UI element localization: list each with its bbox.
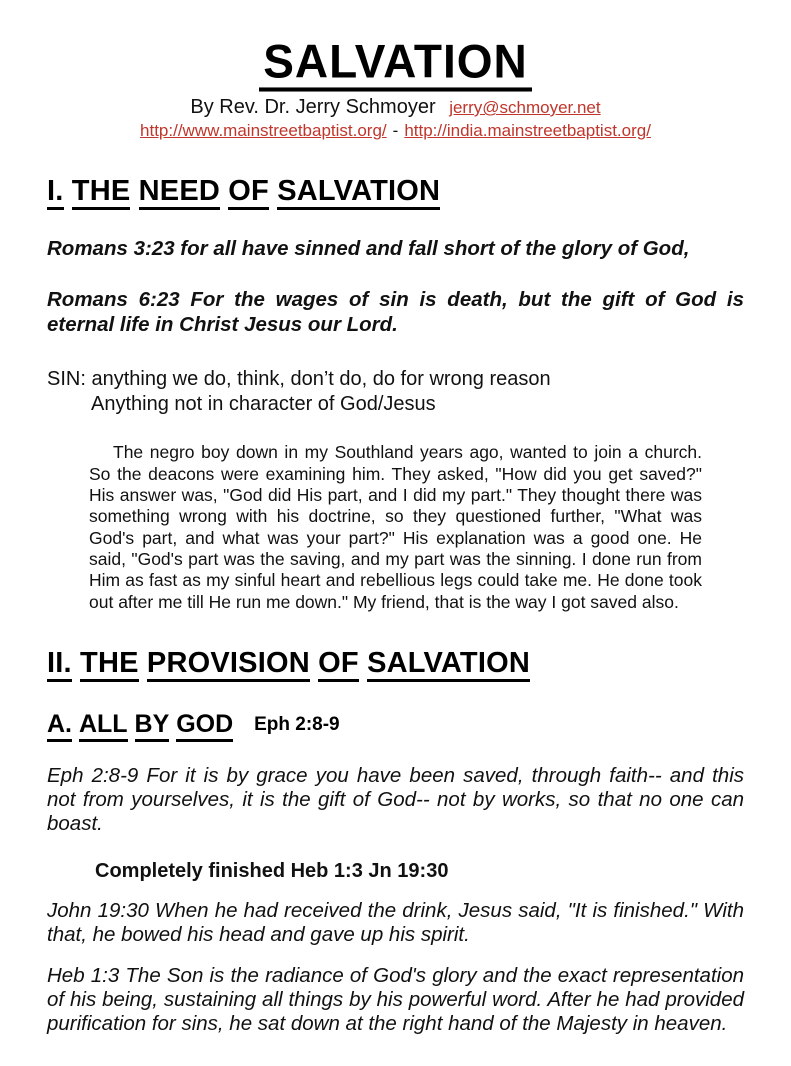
section-heading-provision-of-salvation bbox=[47, 647, 744, 682]
heading-word: I. bbox=[47, 176, 64, 210]
subsection-heading-all-by-god bbox=[47, 710, 744, 741]
verse-eph-2-8-9: Eph 2:8-9 For it is by grace you have been saved, through faith-- and this not from yourselves, it is the gift of God-- not by works, so that no one can boast. bbox=[47, 763, 744, 836]
scripture-ref-eph: Eph 2:8-9 bbox=[254, 714, 340, 736]
website-link-india[interactable]: http://india.mainstreetbaptist.org/ bbox=[404, 121, 651, 140]
document-title: SALVATION bbox=[259, 37, 532, 91]
verse-john-19-30: John 19:30 When he had received the drink, Jesus said, "It is finished." With that, he bowed his head and gave up his spirit. bbox=[47, 899, 744, 947]
heading-word: THE bbox=[72, 176, 131, 210]
heading-word: THE bbox=[80, 648, 139, 682]
sin-definition-line2: Anything not in character of God/Jesus bbox=[91, 392, 436, 415]
verse-romans-6-23: Romans 6:23 For the wages of sin is death, but the gift of God is eternal life in Christ Jesus our Lord. bbox=[47, 288, 744, 337]
heading-word: OF bbox=[228, 176, 269, 210]
heading-word: GOD bbox=[176, 711, 233, 741]
verse-romans-3-23: Romans 3:23 for all have sinned and fall short of the glory of God, bbox=[47, 237, 690, 261]
heading-word: BY bbox=[135, 711, 170, 741]
email-link[interactable]: jerry@schmoyer.net bbox=[449, 98, 601, 117]
subsection-heading-words bbox=[47, 710, 233, 738]
heading-word: NEED bbox=[139, 176, 220, 210]
section-heading-need-of-salvation bbox=[47, 175, 744, 210]
heading-word: OF bbox=[318, 648, 359, 682]
heading-word: A. bbox=[47, 711, 72, 741]
website-link-main[interactable]: http://www.mainstreetbaptist.org/ bbox=[140, 121, 387, 140]
sin-definition bbox=[47, 367, 744, 416]
illustration-story: The negro boy down in my Southland years ago, wanted to join a church. So the deacons were examining him. They asked, "How did you get saved?" His answer was, "God did His part, and I did my part." They thought there was something wrong with his doctrine, so they questioned further, "What was God's part, and what was your part?" His explanation was a good one. He said, "God's part was the saving, and my part was the sinning. I done run from Him as fast as my sinful heart and rebellious legs could take me. He done took out after me till He run me down." My friend, that is the way I got saved also. bbox=[89, 442, 702, 612]
heading-word: SALVATION bbox=[367, 648, 530, 682]
link-separator: - bbox=[392, 121, 399, 140]
website-links bbox=[47, 121, 744, 141]
author-name: By Rev. Dr. Jerry Schmoyer bbox=[190, 96, 436, 118]
heading-word: SALVATION bbox=[277, 176, 440, 210]
point-completely-finished: Completely finished Heb 1:3 Jn 19:30 bbox=[95, 860, 449, 883]
sin-definition-line1: SIN: anything we do, think, don’t do, do for wrong reason bbox=[47, 368, 551, 391]
verse-heb-1-3: Heb 1:3 The Son is the radiance of God's glory and the exact representation of his being, sustaining all things by his powerful word. After he had provided purification for sins, he sat down at the right hand of the Majesty in heaven. bbox=[47, 963, 744, 1035]
heading-word: ALL bbox=[79, 711, 128, 741]
title-block bbox=[47, 34, 744, 141]
heading-word: PROVISION bbox=[147, 648, 310, 682]
heading-word: II. bbox=[47, 648, 72, 682]
byline bbox=[47, 96, 744, 119]
